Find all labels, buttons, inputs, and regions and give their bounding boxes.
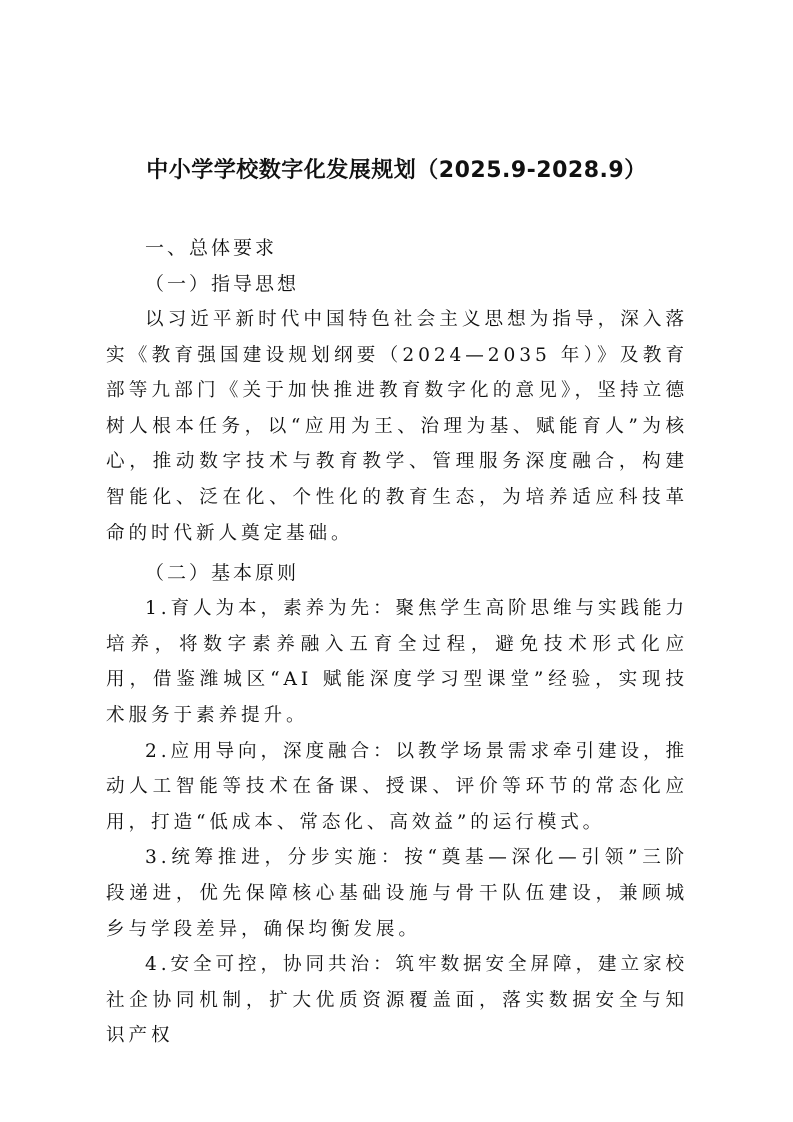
document-title: 中小学学校数字化发展规划（2025.9-2028.9） xyxy=(146,158,647,183)
subsection-heading-guiding-ideology: （一）指导思想 xyxy=(145,273,300,295)
section-heading-general-requirements: 一、总体要求 xyxy=(145,237,278,259)
principle-1: 1.育人为本，素养为先：聚焦学生高阶思维与实践能力培养，将数字素养融入五育全过程，避免技术形式化应用，借鉴潍城区“AI 赋能深度学习型课堂”经验，实现技术服务于素养提升。 xyxy=(106,598,688,726)
principle-2: 2.应用导向，深度融合：以教学场景需求牵引建设，推动人工智能等技术在备课、授课、评价等环节的常态化应用，打造“低成本、常态化、高效益”的运行模式。 xyxy=(106,740,688,833)
paragraph-guiding-ideology: 以习近平新时代中国特色社会主义思想为指导，深入落实《教育强国建设规划纲要（2024—2035 年）》及教育部等九部门《关于加快推进教育数字化的意见》，坚持立德树人根本任务，以“应用为王、治理为基、赋能育人”为核心，推动数字技术与教育教学、管理服务深度融合，构建智能化、泛在化、个性化的教育生态，为培养适应科技革命的时代新人奠定基础。 xyxy=(106,309,688,544)
principle-3: 3.统筹推进，分步实施：按“奠基—深化—引领”三阶段递进，优先保障核心基础设施与骨干队伍建设，兼顾城乡与学段差异，确保均衡发展。 xyxy=(106,847,688,940)
principle-4: 4.安全可控，协同共治：筑牢数据安全屏障，建立家校社企协同机制，扩大优质资源覆盖面，落实数据安全与知识产权 xyxy=(106,954,688,1047)
subsection-heading-basic-principles: （二）基本原则 xyxy=(145,562,300,585)
document-body xyxy=(106,230,688,1054)
